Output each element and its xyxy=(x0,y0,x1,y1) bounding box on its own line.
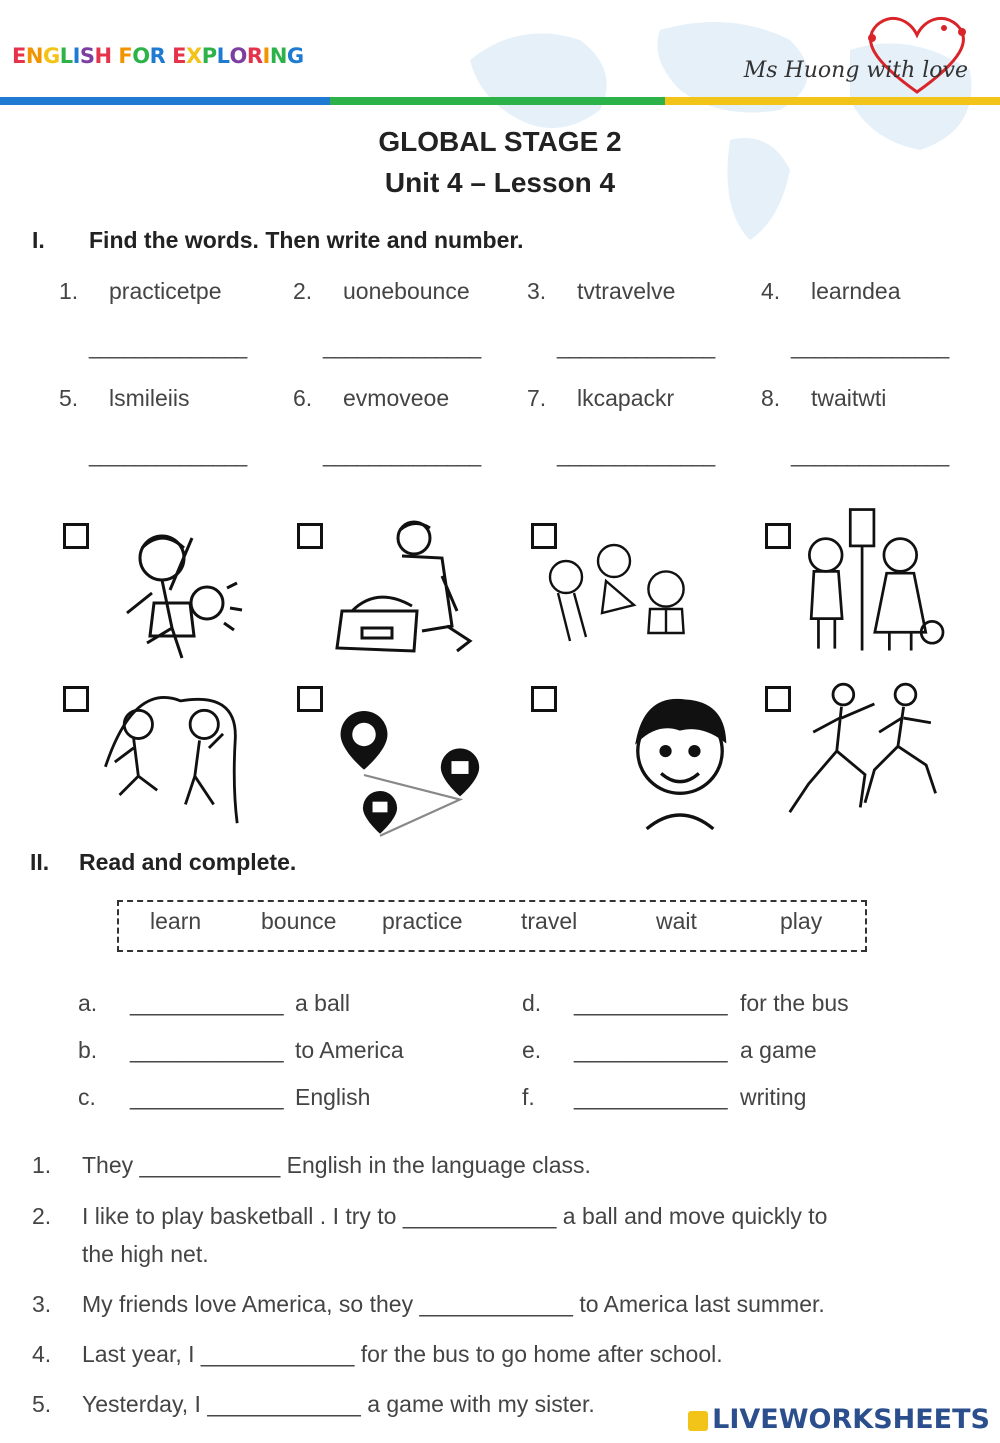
heart-icon xyxy=(862,10,972,100)
scrambled-word: evmoveoe xyxy=(343,385,450,411)
phrase-blank[interactable]: ____________ xyxy=(130,1084,284,1110)
answer-blank[interactable]: ______________ xyxy=(557,334,715,359)
girl-bouncing-ball-picture xyxy=(112,518,272,668)
sentence: Yesterday, I ____________ a game with my sister. xyxy=(82,1391,595,1417)
word-bank-box xyxy=(117,900,867,952)
scrambled-word: uonebounce xyxy=(343,278,470,304)
sentence-blank[interactable]: ___________ xyxy=(139,1152,281,1178)
liveworksheets-logo: LIVEWORKSHEETS xyxy=(688,1404,990,1435)
children-at-bus-stop-picture xyxy=(793,505,953,655)
answer-blank[interactable]: ______________ xyxy=(791,442,949,467)
phrase-letter: a. xyxy=(78,990,98,1016)
liveworksheets-icon xyxy=(688,1411,708,1431)
phrase-blank[interactable]: ____________ xyxy=(574,1037,728,1063)
phrase-letter: d. xyxy=(522,990,542,1016)
scrambled-word: lsmileiis xyxy=(109,385,190,411)
picture-checkbox[interactable] xyxy=(63,686,89,712)
scrambled-word: learndea xyxy=(811,278,901,304)
word-number: 3. xyxy=(527,278,547,304)
phrase-blank[interactable]: ____________ xyxy=(130,1037,284,1063)
scrambled-word: lkcapackr xyxy=(577,385,675,411)
sentence: They ___________ English in the language class. xyxy=(82,1152,591,1178)
phrase-letter: b. xyxy=(78,1037,98,1063)
brand-logo: ENGLISH FOR EXPLORING xyxy=(12,44,304,68)
picture-checkbox[interactable] xyxy=(297,523,323,549)
sentence-blank[interactable]: ____________ xyxy=(200,1341,355,1367)
word-number: 2. xyxy=(293,278,313,304)
word-number: 5. xyxy=(59,385,79,411)
sentence: Last year, I ____________ for the bus to go home after school. xyxy=(82,1341,723,1367)
word-number: 1. xyxy=(59,278,79,304)
scrambled-word: tvtravelve xyxy=(577,278,676,304)
word-bank-item: wait xyxy=(656,908,697,934)
smiling-boy-picture xyxy=(600,690,760,840)
answer-blank[interactable]: ______________ xyxy=(89,334,247,359)
header-bar-green xyxy=(330,97,665,105)
sentence-continuation: the high net. xyxy=(82,1241,209,1267)
page-subtitle: Unit 4 – Lesson 4 xyxy=(384,167,616,198)
phrase-text: English xyxy=(295,1084,371,1110)
sentence-number: 4. xyxy=(32,1341,52,1367)
phrase-text: a game xyxy=(740,1037,817,1063)
sentence: My friends love America, so they ____________ to America last summer. xyxy=(82,1291,825,1317)
word-bank-item: travel xyxy=(521,908,578,934)
answer-blank[interactable]: ______________ xyxy=(323,334,481,359)
word-bank-item: bounce xyxy=(261,908,337,934)
children-reading-picture xyxy=(538,518,698,668)
picture-checkbox[interactable] xyxy=(63,523,89,549)
section1-numeral: I. xyxy=(32,227,45,253)
sentence-blank[interactable]: ____________ xyxy=(402,1203,557,1229)
sentence-blank[interactable]: ____________ xyxy=(419,1291,573,1317)
word-number: 8. xyxy=(761,385,781,411)
word-bank-item: play xyxy=(780,908,823,934)
word-number: 6. xyxy=(293,385,313,411)
scrambled-word: twaitwti xyxy=(811,385,887,411)
sentence-number: 2. xyxy=(32,1203,52,1229)
phrase-letter: f. xyxy=(522,1084,535,1110)
signature: Ms Huong with love xyxy=(743,58,968,83)
word-bank-item: practice xyxy=(382,908,463,934)
section2-instruction: Read and complete. xyxy=(79,849,297,875)
header-bar-blue xyxy=(0,97,330,105)
phrase-text: to America xyxy=(295,1037,404,1063)
answer-blank[interactable]: ______________ xyxy=(557,442,715,467)
word-number: 4. xyxy=(761,278,781,304)
phrase-letter: e. xyxy=(522,1037,542,1063)
sentence: I like to play basketball . I try to ____________ a ball and move quickly to xyxy=(82,1203,828,1229)
section2-numeral: II. xyxy=(30,849,50,875)
children-jumping-rope-picture xyxy=(96,680,256,830)
phrase-blank[interactable]: ____________ xyxy=(574,1084,728,1110)
page-title: GLOBAL STAGE 2 xyxy=(378,126,622,157)
picture-checkbox[interactable] xyxy=(765,523,791,549)
boy-packing-bag-picture xyxy=(332,516,492,666)
travel-map-pins-picture xyxy=(332,700,492,850)
answer-blank[interactable]: ______________ xyxy=(323,442,481,467)
section1-instruction: Find the words. Then write and number. xyxy=(89,227,524,253)
sentence-blank[interactable]: ____________ xyxy=(207,1391,361,1417)
word-bank-item: learn xyxy=(150,908,202,934)
phrase-text: for the bus xyxy=(740,990,849,1016)
phrase-blank[interactable]: ____________ xyxy=(574,990,728,1016)
women-running-picture xyxy=(785,676,945,826)
picture-checkbox[interactable] xyxy=(531,686,557,712)
phrase-letter: c. xyxy=(78,1084,96,1110)
answer-blank[interactable]: ______________ xyxy=(791,334,949,359)
phrase-text: writing xyxy=(740,1084,807,1110)
scrambled-word: practicetpe xyxy=(109,278,222,304)
picture-checkbox[interactable] xyxy=(297,686,323,712)
phrase-blank[interactable]: ____________ xyxy=(130,990,284,1016)
phrase-text: a ball xyxy=(295,990,350,1016)
sentence-number: 5. xyxy=(32,1391,52,1417)
sentence-number: 1. xyxy=(32,1152,52,1178)
word-number: 7. xyxy=(527,385,547,411)
answer-blank[interactable]: ______________ xyxy=(89,442,247,467)
sentence-number: 3. xyxy=(32,1291,52,1317)
